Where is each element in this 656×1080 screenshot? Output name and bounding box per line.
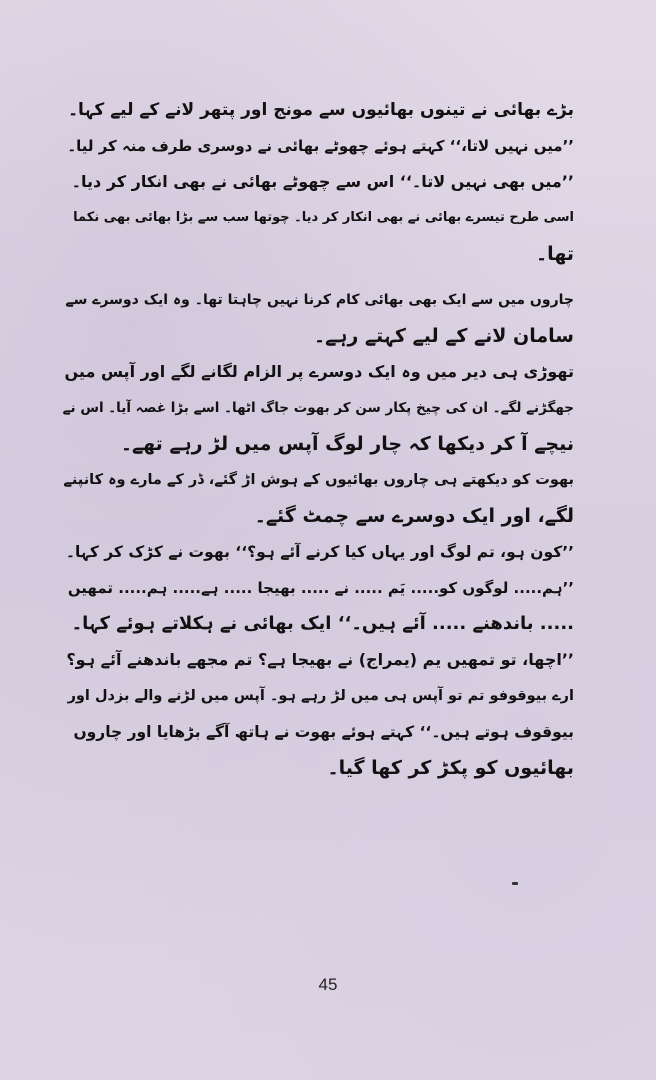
- text-line: ’’ہم..... لوگوں کو..... یَم ..... نے ..... بھیجا ..... ہے..... ہم..... تمھیں: [67, 579, 574, 597]
- ink-dot: [512, 882, 518, 885]
- text-line: جھگڑنے لگے۔ ان کی چیخ پکار سن کر بھوت جاگ اٹھا۔ اسے بڑا غصہ آیا۔ اس نے: [62, 400, 574, 416]
- text-line: بھائیوں کو پکڑ کر کھا گیا۔: [327, 757, 574, 779]
- text-line: بیوقوف ہوتے ہیں۔‘‘ کہتے ہوئے بھوت نے ہاتھ آگے بڑھایا اور چاروں: [73, 723, 574, 741]
- text-line: ’’کون ہو، تم لوگ اور یہاں کیا کرنے آئے ہو؟‘‘ بھوت نے کڑک کر کہا۔: [65, 543, 574, 561]
- text-line: ’’اچھا، تو تمھیں یم (یمراج) نے بھیجا ہے؟ تم مجھے باندھنے آئے ہو؟: [66, 650, 574, 669]
- text-line: نیچے آ کر دیکھا کہ چار لوگ آپس میں لڑ رہے تھے۔: [120, 433, 574, 455]
- text-line: سامان لانے کے لیے کہتے رہے۔: [313, 325, 574, 347]
- text-line: تھوڑی ہی دیر میں وہ ایک دوسرے پر الزام لگانے لگے اور آپس میں: [64, 362, 574, 381]
- text-line: لگے، اور ایک دوسرے سے چمٹ گئے۔: [254, 505, 574, 527]
- text-line: ’’میں نہیں لاتا،‘‘ کہتے ہوئے چھوٹے بھائی نے دوسری طرف منہ کر لیا۔: [67, 137, 574, 155]
- story-text: [62, 92, 574, 786]
- text-line: ارے بیوقوفو تم تو آپس ہی میں لڑ رہے ہو۔ آپس میں لڑنے والے بزدل اور: [67, 688, 574, 704]
- text-line: بڑے بھائی نے تینوں بھائیوں سے مونج اور پتھر لانے کے لیے کہا۔: [68, 100, 574, 120]
- page-number: 45: [318, 975, 338, 994]
- text-line: تھا۔: [536, 243, 574, 265]
- text-line: بھوت کو دیکھتے ہی چاروں بھائیوں کے ہوش اڑ گئے، ڈر کے مارے وہ کانپنے: [63, 472, 574, 488]
- text-line: چاروں میں سے ایک بھی بھائی کام کرنا نہیں چاہتا تھا۔ وہ ایک دوسرے سے: [65, 292, 574, 308]
- text-line: اسی طرح تیسرے بھائی نے بھی انکار کر دیا۔ چوتھا سب سے بڑا بھائی بھی نکما: [73, 210, 574, 225]
- text-line: ..... باندھنے ..... آئے ہیں۔‘‘ ایک بھائی نے ہکلاتے ہوئے کہا۔: [71, 613, 574, 634]
- text-line: ’’میں بھی نہیں لاتا۔‘‘ اس سے چھوٹے بھائی نے بھی انکار کر دیا۔: [71, 172, 574, 191]
